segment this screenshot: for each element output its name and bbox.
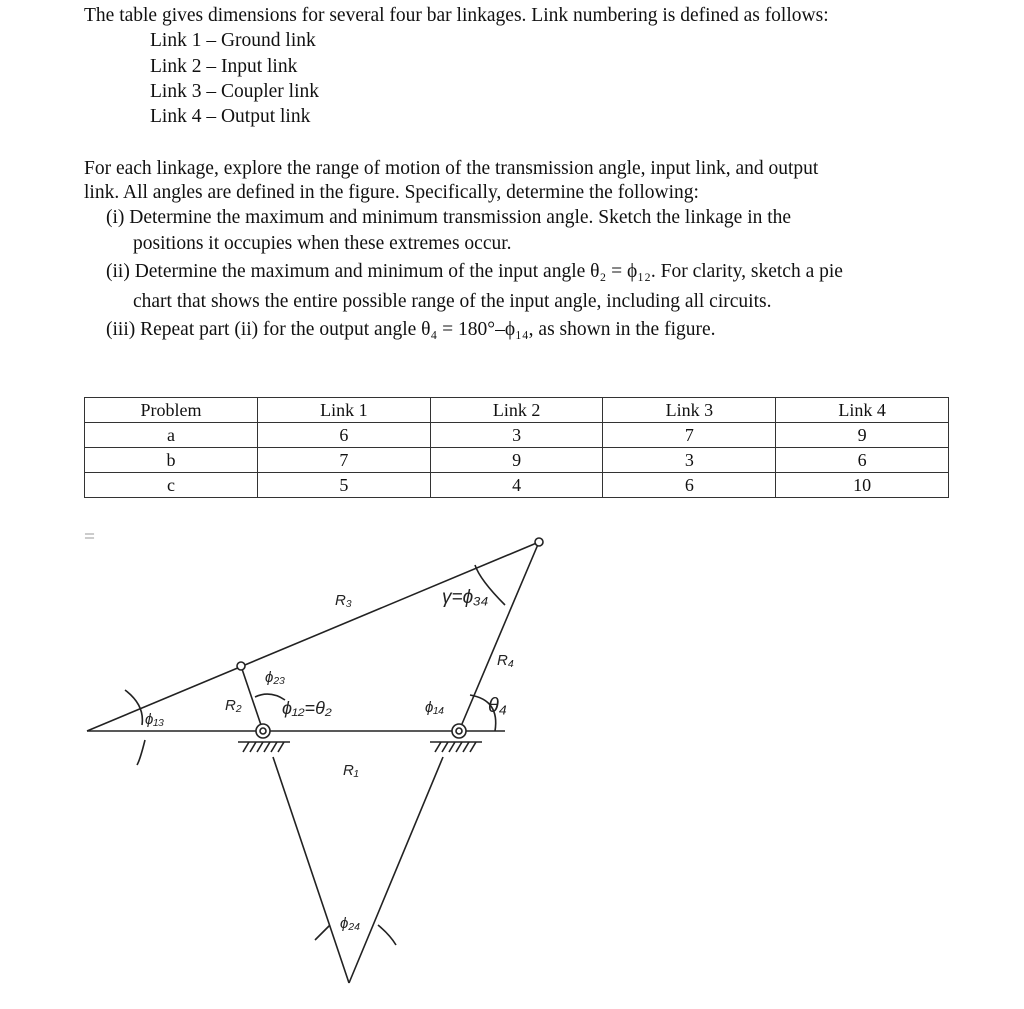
label-phi12: ϕ₁₂=θ₂	[282, 698, 332, 718]
item-i-cont: positions it occupies when these extremes occur.	[133, 233, 512, 254]
link-def: Link 2 – Input link	[150, 56, 298, 77]
cell: c	[85, 473, 258, 498]
header-cell: Link 1	[257, 398, 430, 423]
label-r3: R₃	[335, 592, 352, 609]
item-ii: (ii) Determine the maximum and minimum of the input angle θ₂ = ϕ₁₂. For clarity, sketch a pie	[106, 261, 843, 282]
cell: 7	[603, 423, 776, 448]
joint-c	[535, 538, 543, 546]
pivot-o2	[256, 724, 270, 738]
cell: 6	[257, 423, 430, 448]
para-line: link. All angles are defined in the figure. Specifically, determine the following:	[84, 182, 699, 203]
label-phi24: ϕ₂₄	[340, 915, 361, 932]
cell: 3	[430, 423, 603, 448]
cell: 6	[776, 448, 949, 473]
cell: 6	[603, 473, 776, 498]
extension-line	[349, 757, 443, 983]
pivot-o4	[452, 724, 466, 738]
cell: 10	[776, 473, 949, 498]
cell: 4	[430, 473, 603, 498]
cell: 5	[257, 473, 430, 498]
stray-mark: =	[84, 527, 95, 548]
header-cell: Problem	[85, 398, 258, 423]
cell: b	[85, 448, 258, 473]
joint-b	[237, 662, 245, 670]
item-iii: (iii) Repeat part (ii) for the output angle θ₄ = 180°–ϕ₁₄, as shown in the figure.	[106, 319, 716, 340]
ground-hatch	[243, 742, 476, 752]
link-r2	[241, 666, 263, 731]
para-line: For each linkage, explore the range of motion of the transmission angle, input link, and output	[84, 158, 819, 179]
label-gamma: γ=ϕ₃₄	[442, 587, 489, 608]
item-ii-cont: chart that shows the entire possible range of the input angle, including all circuits.	[133, 291, 772, 312]
label-phi23: ϕ₂₃	[265, 669, 286, 686]
link-def: Link 3 – Coupler link	[150, 81, 319, 102]
cell: 9	[776, 423, 949, 448]
label-phi14: ϕ₁₄	[425, 699, 445, 716]
label-r4: R₄	[497, 652, 514, 669]
header-cell: Link 4	[776, 398, 949, 423]
label-r1: R₁	[343, 762, 359, 779]
angle-arc-13	[125, 690, 145, 765]
extension-line	[273, 757, 349, 983]
link-def: Link 4 – Output link	[150, 106, 311, 127]
label-theta4: θ₄	[488, 695, 507, 717]
header-cell: Link 2	[430, 398, 603, 423]
header-cell: Link 3	[603, 398, 776, 423]
cell: 3	[603, 448, 776, 473]
item-i: (i) Determine the maximum and minimum transmission angle. Sketch the linkage in the	[106, 207, 792, 228]
link-def: Link 1 – Ground link	[150, 30, 316, 51]
angle-arc-12	[255, 694, 285, 700]
cell: a	[85, 423, 258, 448]
label-r2: R₂	[225, 697, 242, 714]
cell: 7	[257, 448, 430, 473]
label-phi13: ϕ₁₃	[145, 711, 165, 728]
intro-text: The table gives dimensions for several four bar linkages. Link numbering is defined as follows:	[84, 5, 829, 26]
cell: 9	[430, 448, 603, 473]
